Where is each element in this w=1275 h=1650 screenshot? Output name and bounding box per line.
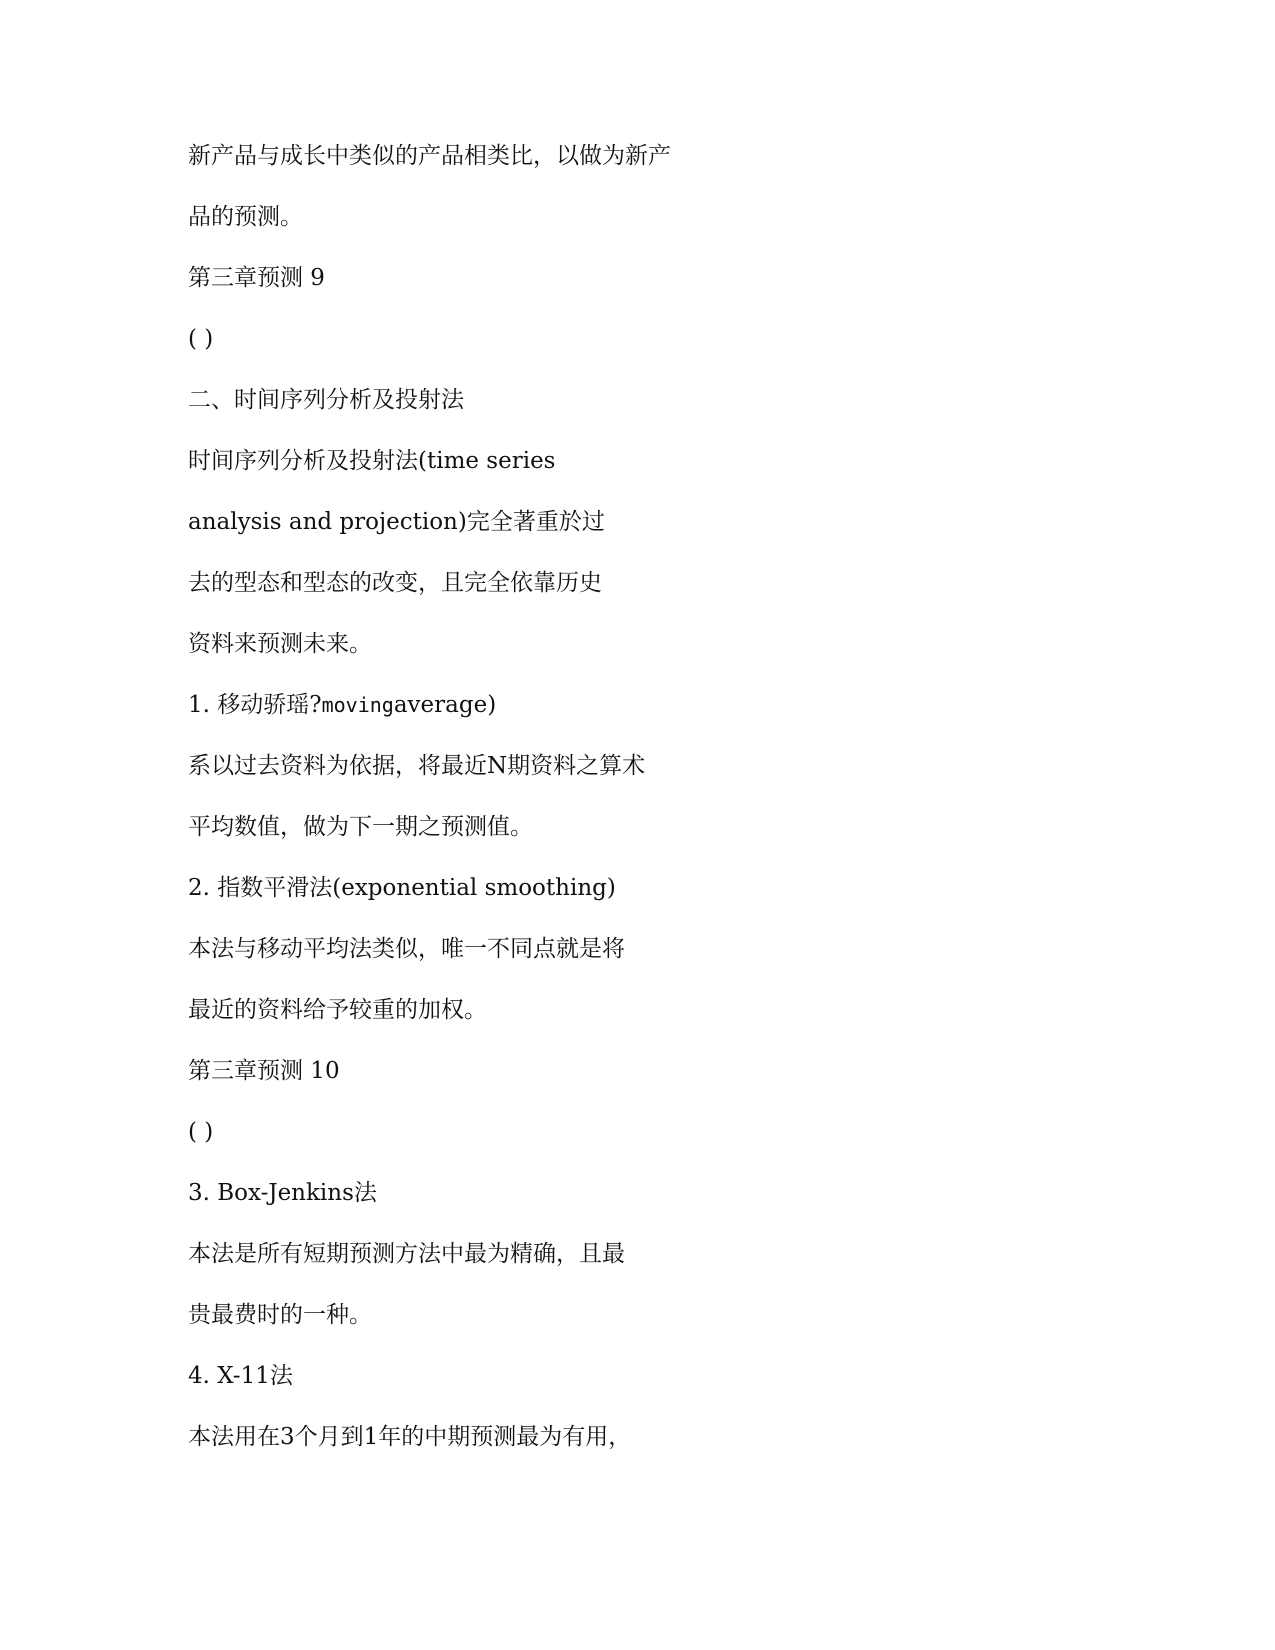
paragraph-line: 去的型态和型态的改变，且完全依靠历史 [188,570,602,596]
list-item-heading: 4. X-11法 [188,1363,293,1389]
list-item-heading [188,687,1088,723]
paragraph-line: analysis and projection)完全著重於过 [188,509,605,535]
section-heading: 二、时间序列分析及投射法 [188,387,464,413]
paragraph-line: 新产品与成长中类似的产品相类比，以做为新产 [188,143,671,169]
list-item-heading-tail: average) [393,692,497,718]
page-footer-label: 第三章预测 9 [188,265,325,291]
paragraph-line: 时间序列分析及投射法(time series [188,448,556,474]
paragraph-line: 贵最费时的一种。 [188,1302,372,1328]
paragraph-line: 品的预测。 [188,204,303,230]
paragraph-line: 系以过去资料为依据，将最近N期资料之算术 [188,753,646,779]
paragraph-line: 本法与移动平均法类似，唯一不同点就是将 [188,936,625,962]
paragraph-line: 平均数值，做为下一期之预测值。 [188,814,533,840]
document-body [188,138,1088,1480]
paragraph-line: 本法是所有短期预测方法中最为精确，且最 [188,1241,625,1267]
parentheses-line: ( ) [188,1119,214,1145]
list-item-heading: 3. Box-Jenkins法 [188,1180,377,1206]
paragraph-line: 最近的资料给予较重的加权。 [188,997,487,1023]
paragraph-line: 资料来预测未来。 [188,631,372,657]
list-item-heading-mono: moving [321,693,394,717]
page-footer-label: 第三章预测 10 [188,1058,340,1084]
parentheses-line: ( ) [188,326,214,352]
list-item-heading-text: 1. 移动骄瑶? [188,692,322,718]
list-item-heading: 2. 指数平滑法(exponential smoothing) [188,875,616,901]
paragraph-line: 本法用在3个月到1年的中期预测最为有用， [188,1424,632,1450]
